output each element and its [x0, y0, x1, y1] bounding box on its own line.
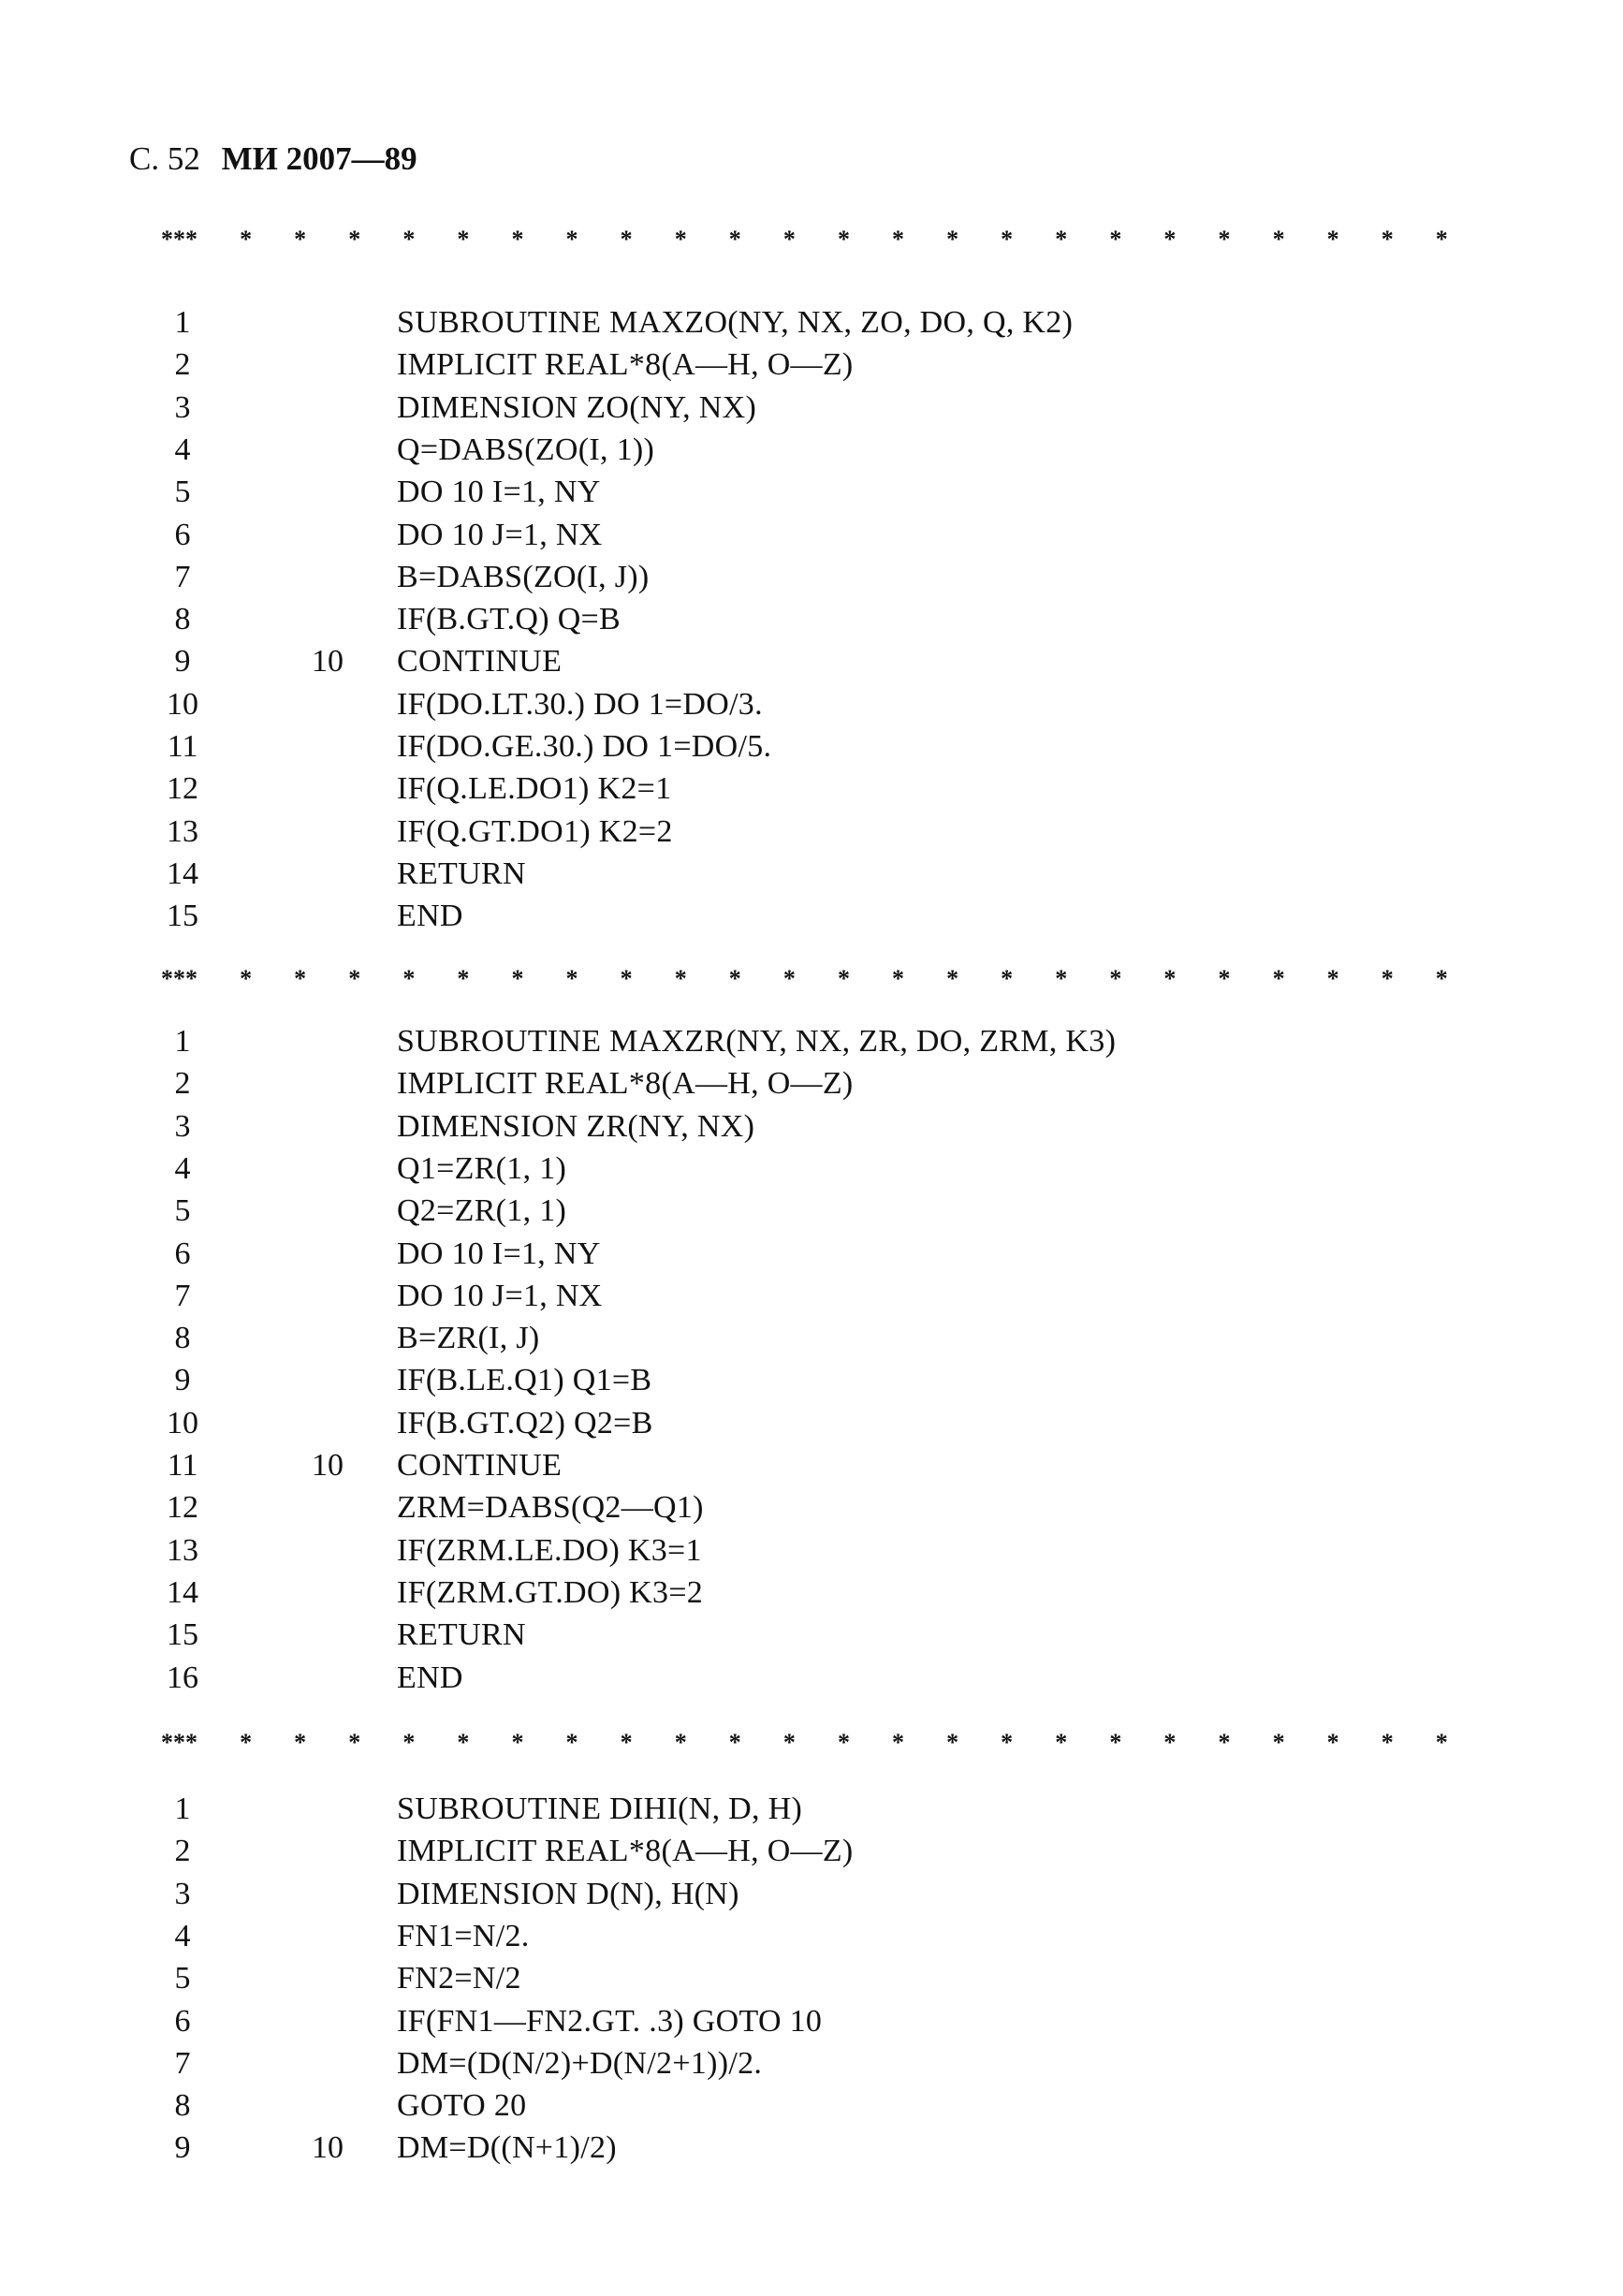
separator-asterisk: *	[674, 1729, 687, 1756]
line-number: 10	[167, 686, 198, 722]
line-number: 9	[174, 2130, 191, 2166]
code-line	[0, 895, 1623, 937]
code-line	[0, 301, 1623, 344]
line-number: 4	[174, 1150, 191, 1186]
separator-asterisk: *	[1272, 1729, 1285, 1756]
separator-asterisk: *	[1381, 965, 1394, 992]
code-statement: CONTINUE	[397, 1448, 563, 1483]
line-number: 9	[174, 1363, 191, 1398]
code-statement: CONTINUE	[397, 644, 563, 680]
code-line	[0, 1359, 1623, 1401]
code-statement: IF(Q.GT.DO1) K2=2	[397, 813, 673, 849]
line-number: 4	[174, 431, 191, 467]
code-statement: END	[397, 1660, 463, 1695]
line-number: 9	[174, 644, 191, 680]
code-line	[0, 1062, 1623, 1104]
line-number: 8	[174, 1321, 191, 1356]
line-number: 8	[174, 2088, 191, 2124]
code-statement: IF(ZRM.GT.DO) K3=2	[397, 1574, 704, 1610]
separator-asterisk: *	[348, 965, 361, 992]
code-line	[0, 1148, 1623, 1190]
separator-asterisk: *	[1435, 1729, 1448, 1756]
code-statement: IF(B.LE.Q1) Q1=B	[397, 1363, 652, 1398]
code-statement: DIMENSION ZO(NY, NX)	[397, 389, 757, 425]
code-statement: IMPLICIT REAL*8(A—H, O—Z)	[397, 1834, 854, 1869]
line-number: 5	[174, 1961, 191, 1996]
code-line	[0, 2000, 1623, 2042]
line-number: 7	[174, 559, 191, 594]
code-statement: IF(B.GT.Q2) Q2=B	[397, 1405, 653, 1440]
separator-asterisk: *	[1218, 226, 1231, 253]
separator-lead: ***	[161, 1729, 197, 1756]
line-number: 12	[167, 1490, 198, 1526]
separator-asterisk: *	[1001, 1729, 1014, 1756]
statement-label: 10	[312, 2130, 344, 2166]
asterisk-separator	[161, 960, 1448, 998]
code-statement: Q=DABS(ZO(I, 1))	[397, 431, 655, 467]
separator-asterisk: *	[240, 1729, 253, 1756]
code-line	[0, 598, 1623, 640]
separator-asterisk: *	[1435, 226, 1448, 253]
separator-asterisk: *	[892, 226, 905, 253]
line-number: 8	[174, 602, 191, 637]
separator-asterisk: *	[946, 1729, 959, 1756]
code-line	[0, 768, 1623, 810]
code-statement: DO 10 J=1, NX	[397, 1278, 603, 1313]
separator-asterisk: *	[1218, 1729, 1231, 1756]
separator-asterisk: *	[457, 1729, 470, 1756]
code-statement: IF(DO.GE.30.) DO 1=DO/5.	[397, 729, 772, 764]
document-code: МИ 2007—89	[221, 140, 417, 177]
separator-asterisk: *	[946, 965, 959, 992]
separator-asterisk: *	[892, 965, 905, 992]
line-number: 15	[167, 899, 198, 934]
separator-asterisk: *	[1001, 226, 1014, 253]
separator-asterisk: *	[1109, 226, 1122, 253]
separator-asterisk: *	[1109, 1729, 1122, 1756]
code-line	[0, 387, 1623, 429]
code-line	[0, 1317, 1623, 1359]
separator-asterisk: *	[457, 965, 470, 992]
code-line	[0, 1915, 1623, 1957]
code-statement: FN1=N/2.	[397, 1918, 530, 1953]
line-number: 11	[167, 1448, 198, 1483]
code-statement: IF(DO.LT.30.) DO 1=DO/3.	[397, 686, 763, 722]
separator-asterisk: *	[348, 226, 361, 253]
line-number: 1	[174, 305, 191, 340]
code-statement: IF(Q.LE.DO1) K2=1	[397, 771, 672, 807]
code-statement: IF(ZRM.LE.DO) K3=1	[397, 1532, 702, 1568]
code-line	[0, 1233, 1623, 1275]
separator-asterisk: *	[1272, 965, 1285, 992]
line-number: 2	[174, 347, 191, 383]
separator-asterisk: *	[1326, 226, 1339, 253]
page-header	[129, 140, 417, 178]
code-statement: IMPLICIT REAL*8(A—H, O—Z)	[397, 347, 854, 383]
code-statement: Q1=ZR(1, 1)	[397, 1150, 567, 1186]
code-statement: B=DABS(ZO(I, J))	[397, 559, 650, 594]
code-statement: RETURN	[397, 1617, 526, 1653]
line-number: 2	[174, 1834, 191, 1869]
code-line	[0, 725, 1623, 768]
separator-asterisk: *	[837, 965, 850, 992]
separator-asterisk: *	[294, 1729, 307, 1756]
code-statement: GOTO 20	[397, 2088, 527, 2124]
code-line	[0, 853, 1623, 895]
code-line	[0, 1572, 1623, 1614]
code-statement: IF(B.GT.Q) Q=B	[397, 602, 621, 637]
separator-asterisk: *	[674, 226, 687, 253]
line-number: 7	[174, 1278, 191, 1313]
separator-asterisk: *	[1109, 965, 1122, 992]
code-statement: RETURN	[397, 856, 526, 891]
line-number: 14	[167, 856, 198, 891]
line-number: 5	[174, 475, 191, 510]
code-line	[0, 1788, 1623, 1830]
line-number: 14	[167, 1574, 198, 1610]
line-number: 13	[167, 813, 198, 849]
separator-asterisk: *	[782, 965, 796, 992]
code-line	[0, 1444, 1623, 1486]
separator-asterisk: *	[620, 226, 633, 253]
code-line	[0, 811, 1623, 853]
line-number: 1	[174, 1791, 191, 1826]
separator-asterisk: *	[1218, 965, 1231, 992]
separator-asterisk: *	[620, 965, 633, 992]
code-line	[0, 1614, 1623, 1656]
code-line	[0, 1275, 1623, 1317]
separator-asterisk: *	[294, 226, 307, 253]
separator-asterisk: *	[1055, 965, 1068, 992]
separator-asterisk: *	[511, 1729, 524, 1756]
line-number: 3	[174, 1108, 191, 1144]
line-number: 4	[174, 1918, 191, 1953]
code-line	[0, 1402, 1623, 1444]
separator-asterisk: *	[620, 1729, 633, 1756]
statement-label: 10	[312, 1448, 344, 1483]
line-number: 12	[167, 771, 198, 807]
separator-asterisk: *	[1055, 226, 1068, 253]
code-line	[0, 1873, 1623, 1915]
line-number: 5	[174, 1193, 191, 1229]
code-line	[0, 2042, 1623, 2084]
code-statement: DO 10 I=1, NY	[397, 1236, 601, 1271]
separator-asterisk: *	[892, 1729, 905, 1756]
code-line	[0, 1830, 1623, 1872]
code-line	[0, 514, 1623, 556]
separator-asterisk: *	[565, 965, 578, 992]
code-line	[0, 640, 1623, 682]
separator-asterisk: *	[674, 965, 687, 992]
code-line	[0, 1657, 1623, 1699]
code-statement: IF(FN1—FN2.GT. .3) GOTO 10	[397, 2003, 823, 2039]
separator-asterisk: *	[565, 226, 578, 253]
line-number: 6	[174, 2003, 191, 2039]
separator-asterisk: *	[837, 226, 850, 253]
code-line	[0, 1529, 1623, 1572]
separator-asterisk: *	[782, 1729, 796, 1756]
line-number: 2	[174, 1066, 191, 1102]
line-number: 3	[174, 1876, 191, 1911]
separator-asterisk: *	[1381, 226, 1394, 253]
line-number: 11	[167, 729, 198, 764]
code-statement: B=ZR(I, J)	[397, 1321, 540, 1356]
separator-asterisk: *	[1163, 226, 1177, 253]
statement-label: 10	[312, 644, 344, 680]
code-line	[0, 1957, 1623, 1999]
code-line	[0, 1190, 1623, 1232]
code-line	[0, 2084, 1623, 2127]
asterisk-separator	[161, 1724, 1448, 1762]
separator-asterisk: *	[1326, 965, 1339, 992]
code-statement: Q2=ZR(1, 1)	[397, 1193, 567, 1229]
line-number: 3	[174, 389, 191, 425]
separator-asterisk: *	[511, 226, 524, 253]
separator-asterisk: *	[1435, 965, 1448, 992]
separator-asterisk: *	[402, 965, 416, 992]
line-number: 1	[174, 1024, 191, 1059]
separator-asterisk: *	[1163, 1729, 1177, 1756]
separator-asterisk: *	[402, 226, 416, 253]
line-number: 7	[174, 2045, 191, 2081]
separator-asterisk: *	[294, 965, 307, 992]
separator-lead: ***	[161, 226, 197, 253]
separator-lead: ***	[161, 965, 197, 992]
code-statement: DIMENSION ZR(NY, NX)	[397, 1108, 755, 1144]
separator-asterisk: *	[837, 1729, 850, 1756]
separator-asterisk: *	[946, 226, 959, 253]
separator-asterisk: *	[782, 226, 796, 253]
code-statement: IMPLICIT REAL*8(A—H, O—Z)	[397, 1066, 854, 1102]
code-line	[0, 344, 1623, 386]
code-statement: FN2=N/2	[397, 1961, 521, 1996]
code-statement: DIMENSION D(N), H(N)	[397, 1876, 739, 1911]
line-number: 13	[167, 1532, 198, 1568]
code-statement: ZRM=DABS(Q2—Q1)	[397, 1490, 704, 1526]
separator-asterisk: *	[240, 965, 253, 992]
separator-asterisk: *	[565, 1729, 578, 1756]
code-statement: DM=(D(N/2)+D(N/2+1))/2.	[397, 2045, 763, 2081]
line-number: 6	[174, 1236, 191, 1271]
code-line	[0, 1105, 1623, 1148]
separator-asterisk: *	[728, 226, 741, 253]
code-line	[0, 471, 1623, 513]
separator-asterisk: *	[1272, 226, 1285, 253]
separator-asterisk: *	[728, 965, 741, 992]
separator-asterisk: *	[240, 226, 253, 253]
code-statement: SUBROUTINE MAXZO(NY, NX, ZO, DO, Q, K2)	[397, 305, 1074, 340]
separator-asterisk: *	[1055, 1729, 1068, 1756]
separator-asterisk: *	[1381, 1729, 1394, 1756]
code-line	[0, 1486, 1623, 1528]
separator-asterisk: *	[1001, 965, 1014, 992]
code-statement: SUBROUTINE MAXZR(NY, NX, ZR, DO, ZRM, K3)	[397, 1024, 1117, 1059]
asterisk-separator	[161, 221, 1448, 258]
code-statement: DM=D((N+1)/2)	[397, 2130, 617, 2166]
separator-asterisk: *	[511, 965, 524, 992]
separator-asterisk: *	[728, 1729, 741, 1756]
code-line	[0, 2127, 1623, 2169]
separator-asterisk: *	[348, 1729, 361, 1756]
code-statement: SUBROUTINE DIHI(N, D, H)	[397, 1791, 803, 1826]
line-number: 6	[174, 517, 191, 552]
code-line	[0, 1020, 1623, 1062]
line-number: 15	[167, 1617, 198, 1653]
code-line	[0, 429, 1623, 471]
code-line	[0, 683, 1623, 725]
separator-asterisk: *	[1163, 965, 1177, 992]
separator-asterisk: *	[457, 226, 470, 253]
code-line	[0, 556, 1623, 598]
line-number: 16	[167, 1660, 198, 1695]
separator-asterisk: *	[1326, 1729, 1339, 1756]
code-statement: DO 10 J=1, NX	[397, 517, 603, 552]
code-statement: END	[397, 899, 463, 934]
separator-asterisk: *	[402, 1729, 416, 1756]
page-number: С. 52	[129, 140, 200, 177]
code-statement: DO 10 I=1, NY	[397, 475, 601, 510]
line-number: 10	[167, 1405, 198, 1440]
